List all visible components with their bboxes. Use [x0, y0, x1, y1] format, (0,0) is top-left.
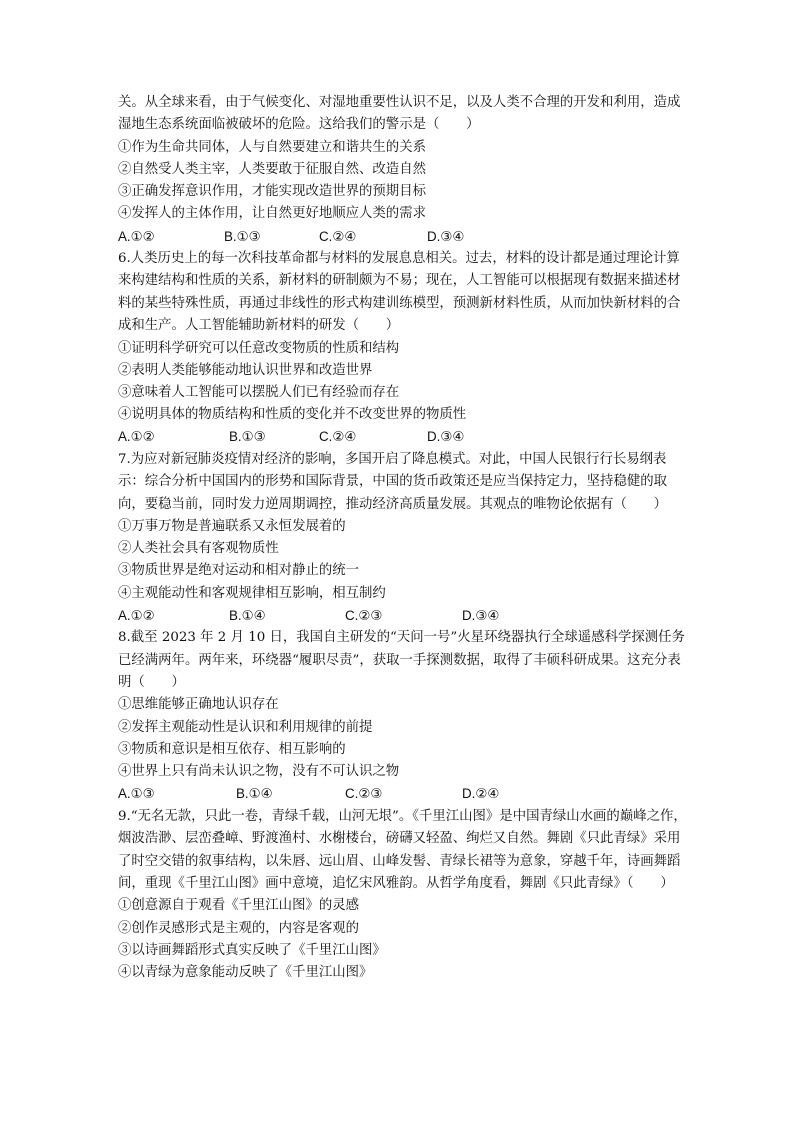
option-b: B.①④: [229, 607, 266, 623]
option-d: D.③④: [462, 607, 500, 623]
question-8-item-1: ①思维能够正确地认识存在: [118, 697, 279, 713]
question-8-stem: 8.截至 2023 年 2 月 10 日，我国自主研发的“天问一号”火星环绕器执行全球遥感科学探测任务已经满两年。两年来，环绕器“履职尽责”，获取一手探测数据，取得了丰硕科研成果。这充分表明（ ）: [118, 630, 685, 691]
question-7-stem: 7.为应对新冠肺炎疫情对经济的影响，多国开启了降息模式。对此，中国人民银行行长易纲表示：综合分析中国国内的形势和国际背景，中国的货币政策还是应当保持定力，坚持稳健的取向，要稳当前，同时发力逆周期调控，推动经济高质量发展。其观点的唯物论依据有（ ）: [118, 451, 668, 512]
question-6-item-1: ①证明科学研究可以任意改变物质的性质和结构: [118, 340, 400, 356]
option-c: C.②③: [345, 786, 383, 802]
option-b: B.①④: [236, 786, 273, 802]
option-a: A.①②: [118, 607, 155, 623]
question-7-item-1: ①万事万物是普遍联系又永恒发展着的: [118, 519, 346, 535]
question-7-options: [118, 605, 688, 627]
question-5-stem: 关。从全球来看，由于气候变化、对湿地重要性认识不足，以及人类不合理的开发和利用，造成湿地生态系统面临被破坏的危险。这给我们的警示是（ ）: [118, 95, 681, 133]
option-d: D.③④: [427, 228, 465, 244]
question-8-options: [118, 783, 688, 805]
option-b: B.①③: [229, 429, 266, 445]
question-5-item-2: ②自然受人类主宰，人类要敢于征服自然、改造自然: [118, 162, 426, 178]
option-c: C.②③: [345, 607, 383, 623]
question-8-item-4: ④世界上只有尚未认识之物，没有不可认识之物: [118, 764, 400, 780]
question-5-item-3: ③正确发挥意识作用，才能实现改造世界的预期目标: [118, 184, 426, 200]
question-6-options: [118, 426, 688, 448]
option-b: B.①③: [224, 228, 261, 244]
option-c: C.②④: [319, 429, 357, 445]
question-7-item-3: ③物质世界是绝对运动和相对静止的统一: [118, 563, 360, 579]
question-5-item-4: ④发挥人的主体作用，让自然更好地顺应人类的需求: [118, 206, 426, 222]
question-8: [118, 627, 688, 805]
question-6: [118, 248, 688, 449]
question-5-options: [118, 226, 688, 248]
question-6-item-3: ③意味着人工智能可以摆脱人们已有经验而存在: [118, 385, 400, 401]
question-9-item-1: ①创意源自于观看《千里江山图》的灵感: [118, 898, 360, 914]
question-7: [118, 449, 688, 627]
option-d: D.③④: [427, 429, 465, 445]
exam-page: [118, 92, 688, 984]
option-a: A.①②: [118, 228, 155, 244]
option-d: D.②④: [462, 786, 500, 802]
question-7-item-2: ②人类社会具有客观物质性: [118, 541, 279, 557]
question-8-item-3: ③物质和意识是相互依存、相互影响的: [118, 741, 346, 757]
question-9: [118, 806, 688, 984]
question-9-item-3: ③以诗画舞蹈形式真实反映了《千里江山图》: [118, 942, 386, 958]
question-7-item-4: ④主观能动性和客观规律相互影响，相互制约: [118, 585, 386, 601]
question-9-stem: 9.“无名无款，只此一卷，青绿千载，山河无垠”。《千里江山图》是中国青绿山水画的巅峰之作，烟波浩渺、层峦叠嶂、野渡渔村、水榭楼台，磅礴又轻盈、绚烂又自然。舞剧《只此青绿》采用了时空交错的叙事结构，以朱唇、远山眉、山峰发髻、青绿长裙等为意象，穿越千年，诗画舞蹈间，重现《千里江山图》画中意境，追忆宋风雅韵。从哲学角度看，舞剧《只此青绿》（ ）: [118, 808, 687, 891]
question-6-stem: 6.人类历史上的每一次科技革命都与材料的发展息息相关。过去，材料的设计都是通过理论计算来构建结构和性质的关系，新材料的研制颇为不易；现在，人工智能可以根据现有数据来描述材料的某些特殊性质，再通过非线性的形式构建训练模型，预测新材料性质，从而加快新材料的合成和生产。人工智能辅助新材料的研发（ ）: [118, 251, 681, 334]
question-9-item-2: ②创作灵感形式是主观的，内容是客观的: [118, 920, 360, 936]
option-a: A.①③: [118, 786, 155, 802]
question-6-item-4: ④说明具体的物质结构和性质的变化并不改变世界的物质性: [118, 407, 467, 423]
question-8-item-2: ②发挥主观能动性是认识和利用规律的前提: [118, 719, 373, 735]
question-6-item-2: ②表明人类能够能动地认识世界和改造世界: [118, 362, 373, 378]
question-9-item-4: ④以青绿为意象能动反映了《千里江山图》: [118, 964, 373, 980]
question-5-item-1: ①作为生命共同体，人与自然要建立和谐共生的关系: [118, 139, 426, 155]
question-5: [118, 92, 688, 248]
option-c: C.②④: [319, 228, 357, 244]
option-a: A.①②: [118, 429, 155, 445]
